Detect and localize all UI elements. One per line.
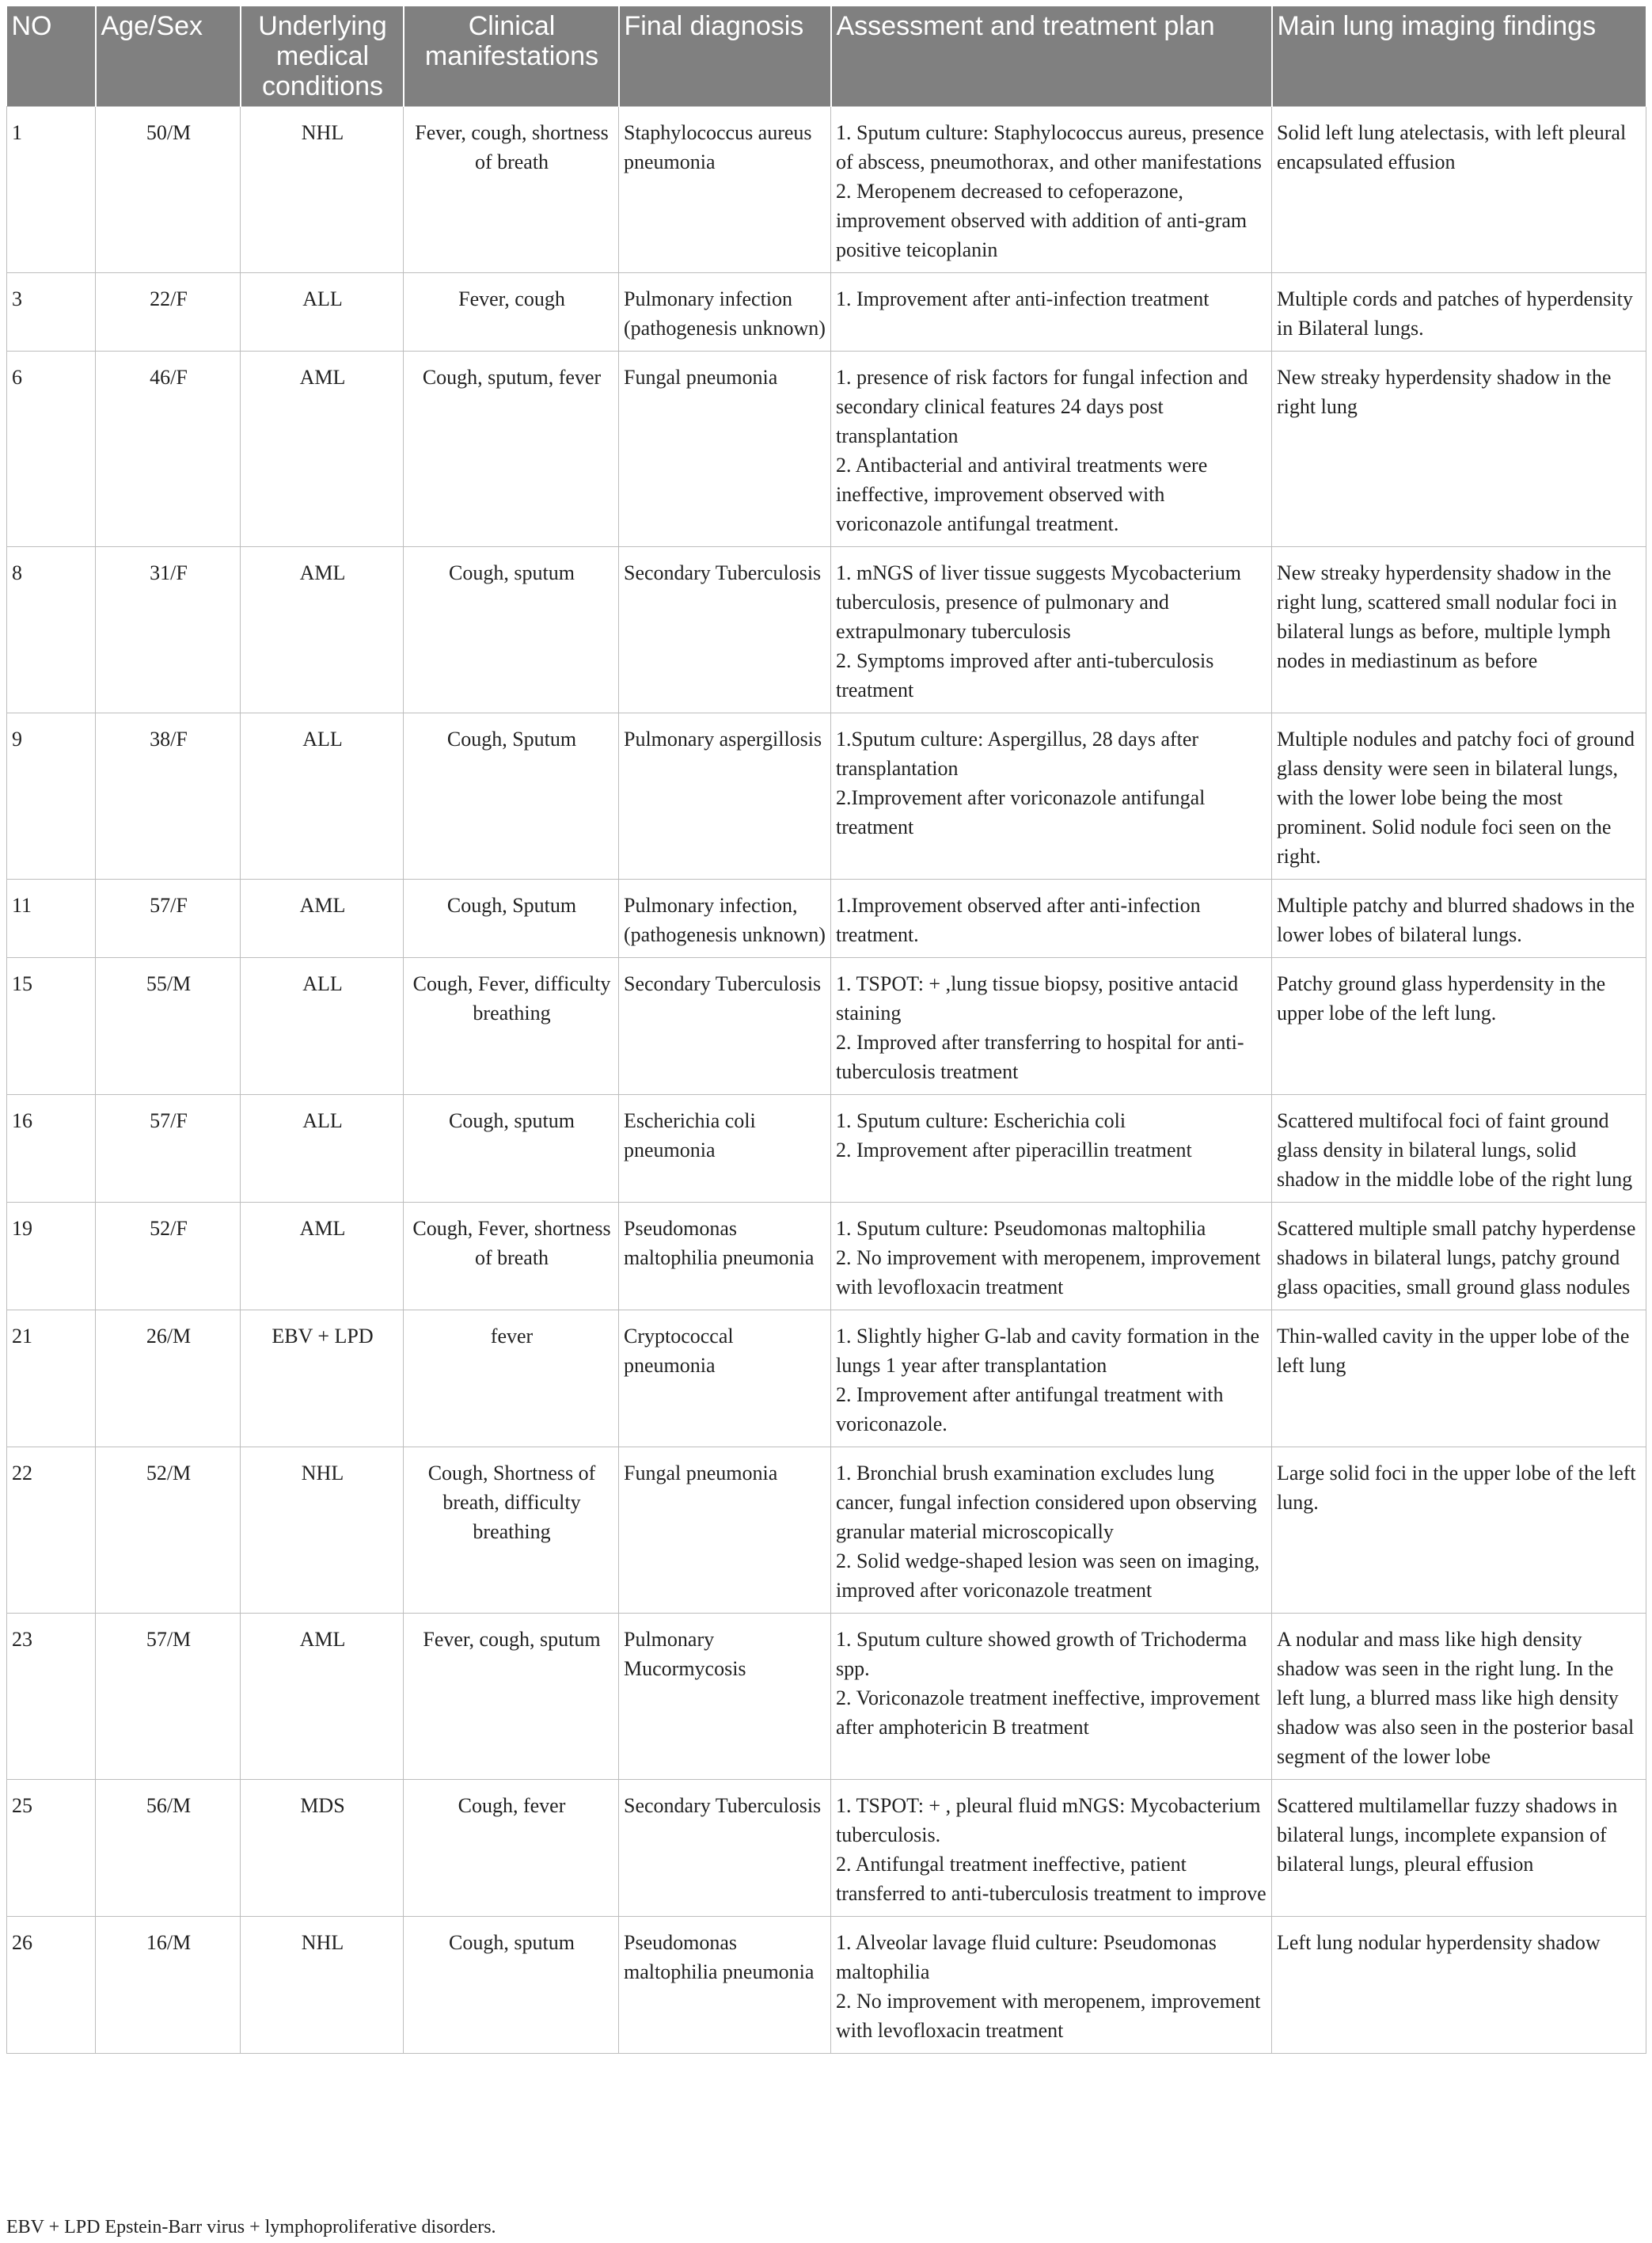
cell-underlying-condition: ALL: [241, 713, 404, 880]
cell-final-diagnosis: Secondary Tuberculosis: [619, 1780, 831, 1917]
patient-table: [6, 6, 1647, 2054]
cell-final-diagnosis: Pulmonary infection, (pathogenesis unknown): [619, 880, 831, 958]
cell-imaging-findings: New streaky hyperdensity shadow in the right lung: [1272, 352, 1646, 547]
cell-underlying-condition: ALL: [241, 958, 404, 1095]
cell-imaging-findings: Scattered multilamellar fuzzy shadows in bilateral lungs, incomplete expansion of bilateral lungs, pleural effusion: [1272, 1780, 1646, 1917]
cell-age-sex: 52/M: [96, 1447, 241, 1614]
cell-age-sex: 57/F: [96, 880, 241, 958]
cell-clinical-manifestations: Cough, sputum: [404, 1917, 619, 2054]
cell-assessment-plan: 1. TSPOT: + , pleural fluid mNGS: Mycobacterium tuberculosis. 2. Antifungal treatment ineffective, patient transferred to anti-tuberculosis treatment to improve: [831, 1780, 1272, 1917]
cell-final-diagnosis: Secondary Tuberculosis: [619, 958, 831, 1095]
header-no: NO: [7, 6, 96, 107]
cell-clinical-manifestations: Fever, cough, shortness of breath: [404, 107, 619, 273]
cell-underlying-condition: MDS: [241, 1780, 404, 1917]
cell-imaging-findings: Patchy ground glass hyperdensity in the upper lobe of the left lung.: [1272, 958, 1646, 1095]
cell-final-diagnosis: Secondary Tuberculosis: [619, 547, 831, 713]
header-age-sex: Age/Sex: [96, 6, 241, 107]
cell-no: 6: [7, 352, 96, 547]
cell-no: 26: [7, 1917, 96, 2054]
cell-no: 23: [7, 1614, 96, 1780]
cell-imaging-findings: A nodular and mass like high density shadow was seen in the right lung. In the left lung, a blurred mass like high density shadow was also seen in the posterior basal segment of the lower lobe: [1272, 1614, 1646, 1780]
cell-imaging-findings: Multiple cords and patches of hyperdensity in Bilateral lungs.: [1272, 273, 1646, 352]
header-final-diagnosis: Final diagnosis: [619, 6, 831, 107]
cell-underlying-condition: NHL: [241, 1447, 404, 1614]
cell-underlying-condition: AML: [241, 1614, 404, 1780]
cell-age-sex: 31/F: [96, 547, 241, 713]
cell-no: 21: [7, 1310, 96, 1447]
cell-clinical-manifestations: Fever, cough: [404, 273, 619, 352]
cell-imaging-findings: Large solid foci in the upper lobe of the left lung.: [1272, 1447, 1646, 1614]
cell-no: 3: [7, 273, 96, 352]
cell-clinical-manifestations: Cough, Fever, difficulty breathing: [404, 958, 619, 1095]
table-row: [7, 880, 1646, 958]
table-row: [7, 1447, 1646, 1614]
table-row: [7, 547, 1646, 713]
cell-assessment-plan: 1.Sputum culture: Aspergillus, 28 days after transplantation 2.Improvement after voriconazole antifungal treatment: [831, 713, 1272, 880]
cell-no: 22: [7, 1447, 96, 1614]
table-row: [7, 1614, 1646, 1780]
cell-no: 19: [7, 1203, 96, 1310]
cell-clinical-manifestations: Cough, sputum: [404, 547, 619, 713]
header-imaging-findings: Main lung imaging findings: [1272, 6, 1646, 107]
cell-underlying-condition: AML: [241, 547, 404, 713]
table-row: [7, 273, 1646, 352]
cell-assessment-plan: 1. Slightly higher G-lab and cavity formation in the lungs 1 year after transplantation 2. Improvement after antifungal treatment with voriconazole.: [831, 1310, 1272, 1447]
cell-assessment-plan: 1. Alveolar lavage fluid culture: Pseudomonas maltophilia 2. No improvement with meropenem, improvement with levofloxacin treatment: [831, 1917, 1272, 2054]
cell-no: 1: [7, 107, 96, 273]
table-body: [7, 107, 1646, 2054]
header-clinical-manifestations: Clinical manifestations: [404, 6, 619, 107]
cell-final-diagnosis: Fungal pneumonia: [619, 1447, 831, 1614]
cell-no: 8: [7, 547, 96, 713]
header-underlying-conditions: Underlying medical conditions: [241, 6, 404, 107]
table-row: [7, 958, 1646, 1095]
cell-final-diagnosis: Cryptococcal pneumonia: [619, 1310, 831, 1447]
cell-underlying-condition: EBV + LPD: [241, 1310, 404, 1447]
cell-imaging-findings: Scattered multifocal foci of faint ground glass density in bilateral lungs, solid shadow in the middle lobe of the right lung: [1272, 1095, 1646, 1203]
cell-age-sex: 38/F: [96, 713, 241, 880]
table-row: [7, 713, 1646, 880]
table-row: [7, 1780, 1646, 1917]
cell-assessment-plan: 1. Sputum culture: Staphylococcus aureus, presence of abscess, pneumothorax, and other manifestations 2. Meropenem decreased to cefoperazone, improvement observed with addition of anti-gram positive teicoplanin: [831, 107, 1272, 273]
cell-imaging-findings: Multiple patchy and blurred shadows in the lower lobes of bilateral lungs.: [1272, 880, 1646, 958]
table-row: [7, 1203, 1646, 1310]
cell-underlying-condition: AML: [241, 1203, 404, 1310]
cell-assessment-plan: 1. Sputum culture showed growth of Trichoderma spp. 2. Voriconazole treatment ineffective, improvement after amphotericin B treatment: [831, 1614, 1272, 1780]
cell-final-diagnosis: Pulmonary Mucormycosis: [619, 1614, 831, 1780]
cell-final-diagnosis: Pulmonary infection (pathogenesis unknown): [619, 273, 831, 352]
cell-clinical-manifestations: fever: [404, 1310, 619, 1447]
cell-clinical-manifestations: Cough, fever: [404, 1780, 619, 1917]
cell-final-diagnosis: Pulmonary aspergillosis: [619, 713, 831, 880]
cell-imaging-findings: Thin-walled cavity in the upper lobe of the left lung: [1272, 1310, 1646, 1447]
cell-underlying-condition: ALL: [241, 273, 404, 352]
cell-assessment-plan: 1. Sputum culture: Pseudomonas maltophilia 2. No improvement with meropenem, improvement with levofloxacin treatment: [831, 1203, 1272, 1310]
cell-no: 9: [7, 713, 96, 880]
cell-age-sex: 26/M: [96, 1310, 241, 1447]
cell-clinical-manifestations: Cough, Sputum: [404, 713, 619, 880]
cell-age-sex: 50/M: [96, 107, 241, 273]
cell-age-sex: 57/F: [96, 1095, 241, 1203]
cell-underlying-condition: ALL: [241, 1095, 404, 1203]
cell-final-diagnosis: Escherichia coli pneumonia: [619, 1095, 831, 1203]
cell-underlying-condition: AML: [241, 880, 404, 958]
cell-assessment-plan: 1.Improvement observed after anti-infection treatment.: [831, 880, 1272, 958]
cell-assessment-plan: 1. Sputum culture: Escherichia coli 2. Improvement after piperacillin treatment: [831, 1095, 1272, 1203]
cell-assessment-plan: 1. Improvement after anti-infection treatment: [831, 273, 1272, 352]
table-row: [7, 352, 1646, 547]
cell-age-sex: 57/M: [96, 1614, 241, 1780]
cell-age-sex: 22/F: [96, 273, 241, 352]
cell-clinical-manifestations: Cough, sputum: [404, 1095, 619, 1203]
cell-clinical-manifestations: Cough, Shortness of breath, difficulty breathing: [404, 1447, 619, 1614]
cell-age-sex: 55/M: [96, 958, 241, 1095]
cell-no: 16: [7, 1095, 96, 1203]
cell-final-diagnosis: Pseudomonas maltophilia pneumonia: [619, 1917, 831, 2054]
cell-age-sex: 56/M: [96, 1780, 241, 1917]
header-assessment-plan: Assessment and treatment plan: [831, 6, 1272, 107]
cell-underlying-condition: NHL: [241, 107, 404, 273]
table-row: [7, 1917, 1646, 2054]
cell-age-sex: 52/F: [96, 1203, 241, 1310]
header-row: [7, 6, 1646, 107]
cell-clinical-manifestations: Fever, cough, sputum: [404, 1614, 619, 1780]
cell-age-sex: 16/M: [96, 1917, 241, 2054]
cell-imaging-findings: Multiple nodules and patchy foci of ground glass density were seen in bilateral lungs, with the lower lobe being the most prominent. Solid nodule foci seen on the right.: [1272, 713, 1646, 880]
cell-imaging-findings: Left lung nodular hyperdensity shadow: [1272, 1917, 1646, 2054]
cell-imaging-findings: Scattered multiple small patchy hyperdense shadows in bilateral lungs, patchy ground glass opacities, small ground glass nodules: [1272, 1203, 1646, 1310]
cell-imaging-findings: New streaky hyperdensity shadow in the right lung, scattered small nodular foci in bilateral lungs as before, multiple lymph nodes in mediastinum as before: [1272, 547, 1646, 713]
cell-assessment-plan: 1. Bronchial brush examination excludes lung cancer, fungal infection considered upon observing granular material microscopically 2. Solid wedge-shaped lesion was seen on imaging, improved after voriconazole treatment: [831, 1447, 1272, 1614]
cell-clinical-manifestations: Cough, Sputum: [404, 880, 619, 958]
cell-no: 25: [7, 1780, 96, 1917]
cell-assessment-plan: 1. TSPOT: + ,lung tissue biopsy, positive antacid staining 2. Improved after transferring to hospital for anti-tuberculosis treatment: [831, 958, 1272, 1095]
cell-no: 11: [7, 880, 96, 958]
footnote: EBV + LPD Epstein-Barr virus + lymphoproliferative disorders.: [6, 2217, 496, 2237]
cell-underlying-condition: AML: [241, 352, 404, 547]
cell-assessment-plan: 1. mNGS of liver tissue suggests Mycobacterium tuberculosis, presence of pulmonary and extrapulmonary tuberculosis 2. Symptoms improved after anti-tuberculosis treatment: [831, 547, 1272, 713]
cell-no: 15: [7, 958, 96, 1095]
cell-imaging-findings: Solid left lung atelectasis, with left pleural encapsulated effusion: [1272, 107, 1646, 273]
cell-age-sex: 46/F: [96, 352, 241, 547]
cell-clinical-manifestations: Cough, sputum, fever: [404, 352, 619, 547]
table-row: [7, 1095, 1646, 1203]
cell-final-diagnosis: Staphylococcus aureus pneumonia: [619, 107, 831, 273]
cell-final-diagnosis: Pseudomonas maltophilia pneumonia: [619, 1203, 831, 1310]
cell-underlying-condition: NHL: [241, 1917, 404, 2054]
cell-clinical-manifestations: Cough, Fever, shortness of breath: [404, 1203, 619, 1310]
table-row: [7, 107, 1646, 273]
table-row: [7, 1310, 1646, 1447]
cell-final-diagnosis: Fungal pneumonia: [619, 352, 831, 547]
cell-assessment-plan: 1. presence of risk factors for fungal infection and secondary clinical features 24 days post transplantation 2. Antibacterial and antiviral treatments were ineffective, improvement observed with voriconazole antifungal treatment.: [831, 352, 1272, 547]
